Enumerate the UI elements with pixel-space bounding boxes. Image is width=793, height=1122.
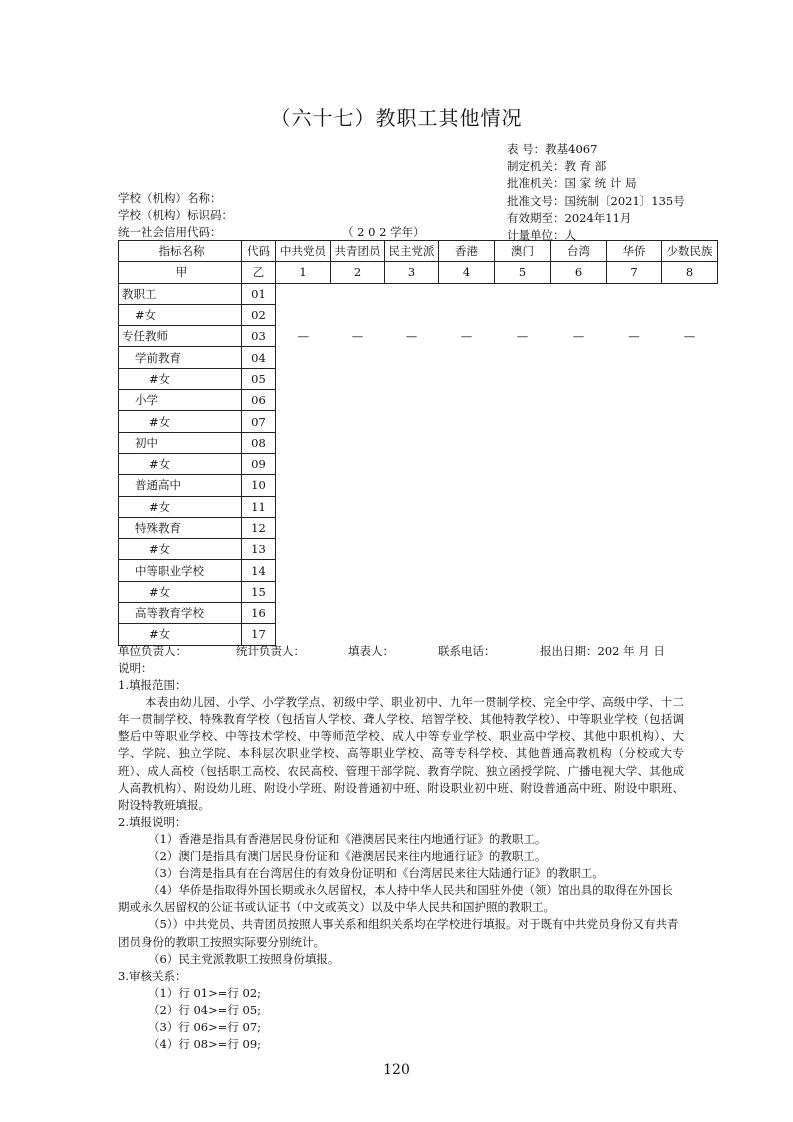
data-cell: — xyxy=(405,329,418,344)
stat-head-label: 统计负责人： xyxy=(236,644,305,658)
row-name: 专任教师 xyxy=(119,326,242,347)
table-row xyxy=(119,624,718,645)
data-cell xyxy=(551,411,607,432)
data-cell xyxy=(331,560,385,581)
data-cell xyxy=(662,517,718,538)
row-name: 普通高中 xyxy=(119,475,242,496)
data-cell xyxy=(276,581,331,602)
data-cell xyxy=(276,624,331,645)
row-code: 07 xyxy=(242,411,276,432)
header-cell: 6 xyxy=(551,262,607,283)
data-cell xyxy=(662,560,718,581)
table-row xyxy=(119,539,718,560)
data-cell xyxy=(385,581,439,602)
data-cell: — xyxy=(572,329,585,344)
data-cell xyxy=(439,347,495,368)
data-cell xyxy=(607,411,662,432)
check-item: （4）行 08>=行 09; xyxy=(148,1037,262,1052)
data-cell xyxy=(662,624,718,645)
unit-head-label: 单位负责人： xyxy=(118,644,187,658)
data-cell xyxy=(331,517,385,538)
data-cell xyxy=(495,304,551,325)
school-name-label: 学校（机构）名称： xyxy=(118,191,222,205)
data-cell xyxy=(439,368,495,389)
row-code: 11 xyxy=(242,496,276,517)
data-cell xyxy=(551,539,607,560)
header-cell: 中共党员 xyxy=(276,241,331,262)
table-row xyxy=(119,560,718,581)
data-cell xyxy=(385,411,439,432)
data-cell xyxy=(276,283,331,304)
header-cell: 甲 xyxy=(119,262,242,283)
note-item: （6）民主党派教职工按照身份填报。 xyxy=(148,951,340,966)
data-cell: — xyxy=(297,329,309,344)
data-cell xyxy=(439,453,495,474)
data-cell xyxy=(331,283,385,304)
data-cell xyxy=(551,368,607,389)
data-cell xyxy=(551,475,607,496)
data-cell xyxy=(662,453,718,474)
data-cell xyxy=(607,560,662,581)
data-cell xyxy=(607,496,662,517)
data-cell: — xyxy=(351,329,364,344)
note-item: （3）台湾是指具有在台湾居住的有效身份证明和《台湾居民来往大陆通行证》的教职工。 xyxy=(148,866,604,881)
data-cell xyxy=(276,603,331,624)
data-cell: — xyxy=(628,329,640,344)
row-name: #女 xyxy=(119,496,242,517)
data-cell xyxy=(495,624,551,645)
row-name: #女 xyxy=(119,368,242,389)
data-cell xyxy=(385,390,439,411)
valid-until: 有效期至：2024年11月 xyxy=(507,210,632,225)
data-cell xyxy=(607,581,662,602)
data-cell xyxy=(662,390,718,411)
check-item: （2）行 04>=行 05; xyxy=(148,1002,262,1017)
data-cell xyxy=(662,411,718,432)
data-cell xyxy=(495,432,551,453)
data-cell xyxy=(495,390,551,411)
filler-label: 填表人： xyxy=(348,644,394,658)
data-cell xyxy=(551,283,607,304)
data-cell xyxy=(276,517,331,538)
data-cell xyxy=(495,453,551,474)
data-cell xyxy=(551,390,607,411)
row-name: 小学 xyxy=(119,390,242,411)
index-row xyxy=(119,262,718,283)
section-1-title: 1.填报范围： xyxy=(118,678,187,693)
note-item: （5））中共党员、共青团员按照人事关系和组织关系均在学校进行填报。对于既有中共党员身份又有共青团员身份的教职工按照实际要分别统计。 xyxy=(118,917,679,949)
data-cell xyxy=(495,368,551,389)
data-cell xyxy=(607,347,662,368)
check-item: （3）行 06>=行 07; xyxy=(148,1019,262,1034)
data-cell xyxy=(551,624,607,645)
section-2-title: 2.填报说明： xyxy=(118,814,187,829)
row-name: #女 xyxy=(119,453,242,474)
data-cell xyxy=(551,453,607,474)
table-row xyxy=(119,368,718,389)
data-cell xyxy=(276,539,331,560)
header-cell: 2 xyxy=(331,262,385,283)
data-cell xyxy=(331,475,385,496)
approval-document: 批准文号：国统制〔2021〕135号 xyxy=(507,193,685,208)
data-cell xyxy=(439,432,495,453)
data-cell xyxy=(439,411,495,432)
header-cell: 乙 xyxy=(242,262,276,283)
note-item: （2）澳门是指具有澳门居民身份证和《港澳居民来往内地通行证》的教职工。 xyxy=(148,849,547,864)
row-name: 初中 xyxy=(119,432,242,453)
data-cell xyxy=(385,539,439,560)
row-code: 13 xyxy=(242,539,276,560)
header-cell: 8 xyxy=(662,262,718,283)
header-cell: 民主党派 xyxy=(385,241,439,262)
row-code: 04 xyxy=(242,347,276,368)
data-cell xyxy=(495,283,551,304)
row-name: 学前教育 xyxy=(119,347,242,368)
issuing-authority: 制定机关：教 育 部 xyxy=(507,159,607,174)
data-cell xyxy=(551,347,607,368)
row-code: 16 xyxy=(242,603,276,624)
data-cell xyxy=(495,603,551,624)
data-cell xyxy=(331,304,385,325)
data-cell: — xyxy=(516,329,529,344)
row-code: 03 xyxy=(242,326,276,347)
data-cell xyxy=(385,347,439,368)
data-cell xyxy=(551,560,607,581)
row-code: 05 xyxy=(242,368,276,389)
table-row xyxy=(119,475,718,496)
unit-of-measure: 计量单位：人 xyxy=(507,228,576,243)
header-row xyxy=(119,241,718,262)
data-cell xyxy=(385,560,439,581)
header-cell: 澳门 xyxy=(495,241,551,262)
data-cell xyxy=(662,432,718,453)
credit-code-label: 统一社会信用代码： xyxy=(118,225,222,240)
data-cell xyxy=(495,347,551,368)
data-cell xyxy=(276,496,331,517)
school-info xyxy=(118,190,425,242)
data-cell xyxy=(331,539,385,560)
row-name: #女 xyxy=(119,581,242,602)
header-cell: 7 xyxy=(607,262,662,283)
header-cell: 少数民族 xyxy=(662,241,718,262)
row-name: #女 xyxy=(119,539,242,560)
row-code: 10 xyxy=(242,475,276,496)
data-cell xyxy=(331,581,385,602)
data-cell xyxy=(607,304,662,325)
form-metadata xyxy=(507,141,685,244)
table-row xyxy=(119,347,718,368)
header-cell: 香港 xyxy=(439,241,495,262)
data-cell xyxy=(331,411,385,432)
data-cell xyxy=(607,283,662,304)
table-row xyxy=(119,411,718,432)
row-name: #女 xyxy=(119,624,242,645)
data-cell xyxy=(331,603,385,624)
header-cell: 1 xyxy=(276,262,331,283)
data-cell xyxy=(607,603,662,624)
data-cell xyxy=(385,603,439,624)
row-code: 17 xyxy=(242,624,276,645)
row-code: 01 xyxy=(242,283,276,304)
data-cell xyxy=(276,368,331,389)
data-cell xyxy=(276,453,331,474)
row-code: 12 xyxy=(242,517,276,538)
form-number: 表 号：教基4067 xyxy=(507,142,598,156)
data-cell xyxy=(276,432,331,453)
check-item: （1）行 01>=行 02; xyxy=(148,985,262,1000)
data-cell xyxy=(662,475,718,496)
table-row xyxy=(119,603,718,624)
school-year: （ 2 0 2 学年） xyxy=(342,225,425,240)
section-3-title: 3.审核关系： xyxy=(118,968,187,983)
data-cell xyxy=(439,390,495,411)
data-cell xyxy=(551,304,607,325)
data-cell xyxy=(551,581,607,602)
school-id-label: 学校（机构）标识码： xyxy=(118,208,233,223)
table-row xyxy=(119,517,718,538)
data-cell xyxy=(495,496,551,517)
data-cell xyxy=(607,517,662,538)
row-name: 特殊教育 xyxy=(119,517,242,538)
data-cell xyxy=(662,539,718,560)
data-cell xyxy=(331,453,385,474)
data-cell xyxy=(439,475,495,496)
row-code: 15 xyxy=(242,581,276,602)
row-name: 高等教育学校 xyxy=(119,603,242,624)
data-cell xyxy=(385,368,439,389)
data-cell xyxy=(276,475,331,496)
report-date-label: 报出日期：202 年 月 日 xyxy=(540,644,665,658)
row-name: 教职工 xyxy=(119,283,242,304)
header-cell: 台湾 xyxy=(551,241,607,262)
approving-authority: 批准机关：国 家 统 计 局 xyxy=(507,176,637,191)
data-cell xyxy=(385,283,439,304)
form-title: （六十七）教职工其他情况 xyxy=(270,106,523,130)
data-cell xyxy=(276,411,331,432)
data-cell xyxy=(495,411,551,432)
header-cell: 4 xyxy=(439,262,495,283)
notes-section xyxy=(118,660,684,1053)
data-cell xyxy=(607,390,662,411)
header-cell: 5 xyxy=(495,262,551,283)
row-code: 09 xyxy=(242,453,276,474)
row-code: 14 xyxy=(242,560,276,581)
row-code: 06 xyxy=(242,390,276,411)
data-cell xyxy=(662,347,718,368)
data-cell xyxy=(331,432,385,453)
data-cell xyxy=(495,560,551,581)
data-cell xyxy=(551,432,607,453)
data-cell xyxy=(385,624,439,645)
note-item: （4）华侨是指取得外国长期或永久居留权，本人持中华人民共和国驻外使（领）馆出具的取得在外国长期或永久居留权的公证书或认证书（中文或英文）以及中华人民共和国护照的教职工。 xyxy=(118,883,673,915)
table-row xyxy=(119,304,718,325)
data-cell xyxy=(495,517,551,538)
data-cell xyxy=(331,624,385,645)
data-cell xyxy=(662,581,718,602)
data-cell xyxy=(607,432,662,453)
data-cell xyxy=(331,496,385,517)
data-cell xyxy=(385,453,439,474)
row-name: #女 xyxy=(119,304,242,325)
data-cell xyxy=(662,496,718,517)
data-cell xyxy=(331,347,385,368)
header-cell: 共青团员 xyxy=(331,241,385,262)
data-cell xyxy=(551,517,607,538)
data-cell xyxy=(551,496,607,517)
data-cell xyxy=(439,560,495,581)
data-cell xyxy=(607,624,662,645)
table-row xyxy=(119,453,718,474)
data-cell xyxy=(662,368,718,389)
data-cell xyxy=(495,581,551,602)
data-cell xyxy=(331,390,385,411)
data-cell xyxy=(439,304,495,325)
table-row xyxy=(119,283,718,304)
data-cell: — xyxy=(683,329,696,344)
data-cell xyxy=(385,496,439,517)
data-cell xyxy=(276,347,331,368)
header-cell: 3 xyxy=(385,262,439,283)
data-cell xyxy=(607,453,662,474)
data-cell xyxy=(607,539,662,560)
data-cell xyxy=(385,475,439,496)
row-code: 02 xyxy=(242,304,276,325)
data-cell xyxy=(439,496,495,517)
header-cell: 指标名称 xyxy=(119,241,242,262)
header-cell: 代码 xyxy=(242,241,276,262)
data-cell xyxy=(607,475,662,496)
data-cell xyxy=(439,539,495,560)
data-cell xyxy=(439,603,495,624)
data-cell xyxy=(495,475,551,496)
data-cell xyxy=(276,560,331,581)
data-cell xyxy=(439,624,495,645)
phone-label: 联系电话： xyxy=(438,644,496,658)
data-cell: — xyxy=(460,329,473,344)
section-1-body: 本表由幼儿园、小学、小学教学点、初级中学、职业初中、九年一贯制学校、完全中学、高级中学、十二年一贯制学校、特殊教育学校（包括盲人学校、聋人学校、培智学校、其他特教学校）、中等职业学校（包括调整后中等职业学校、中等技术学校、中等师范学校、成人中等专业学校、职业高中学校、其他中职机构）、大学、学院、独立学院、本科层次职业学校、高等职业学校、高等专科学校、其他普通高教机构（分校或大专班）、成人高校（包括职工高校、农民高校、管理干部学院、教育学院、独立函授学院、广播电视大学、其他成人高教机构）、附设幼儿班、附设小学班、附设普通初中班、附设职业初中班、附设普通高中班、附设中职班、附设特教班填报。 xyxy=(118,695,684,812)
data-cell xyxy=(551,603,607,624)
staff-table xyxy=(118,240,718,646)
data-cell xyxy=(385,517,439,538)
page-number: 120 xyxy=(383,1062,410,1078)
data-cell xyxy=(439,581,495,602)
table-row xyxy=(119,432,718,453)
row-name: 中等职业学校 xyxy=(119,560,242,581)
data-cell xyxy=(276,390,331,411)
note-item: （1）香港是指具有香港居民身份证和《港澳居民来往内地通行证》的教职工。 xyxy=(148,831,547,846)
data-cell xyxy=(662,603,718,624)
data-cell xyxy=(439,517,495,538)
data-cell xyxy=(662,283,718,304)
table-row xyxy=(119,326,718,347)
row-name: #女 xyxy=(119,411,242,432)
table-row xyxy=(119,581,718,602)
table-row xyxy=(119,390,718,411)
table-row xyxy=(119,496,718,517)
notes-label: 说明： xyxy=(118,661,153,675)
data-cell xyxy=(662,304,718,325)
header-cell: 华侨 xyxy=(607,241,662,262)
data-cell xyxy=(331,368,385,389)
data-cell xyxy=(439,283,495,304)
data-cell xyxy=(495,539,551,560)
data-cell xyxy=(607,368,662,389)
row-code: 08 xyxy=(242,432,276,453)
data-cell xyxy=(385,432,439,453)
data-cell xyxy=(276,304,331,325)
data-cell xyxy=(385,304,439,325)
